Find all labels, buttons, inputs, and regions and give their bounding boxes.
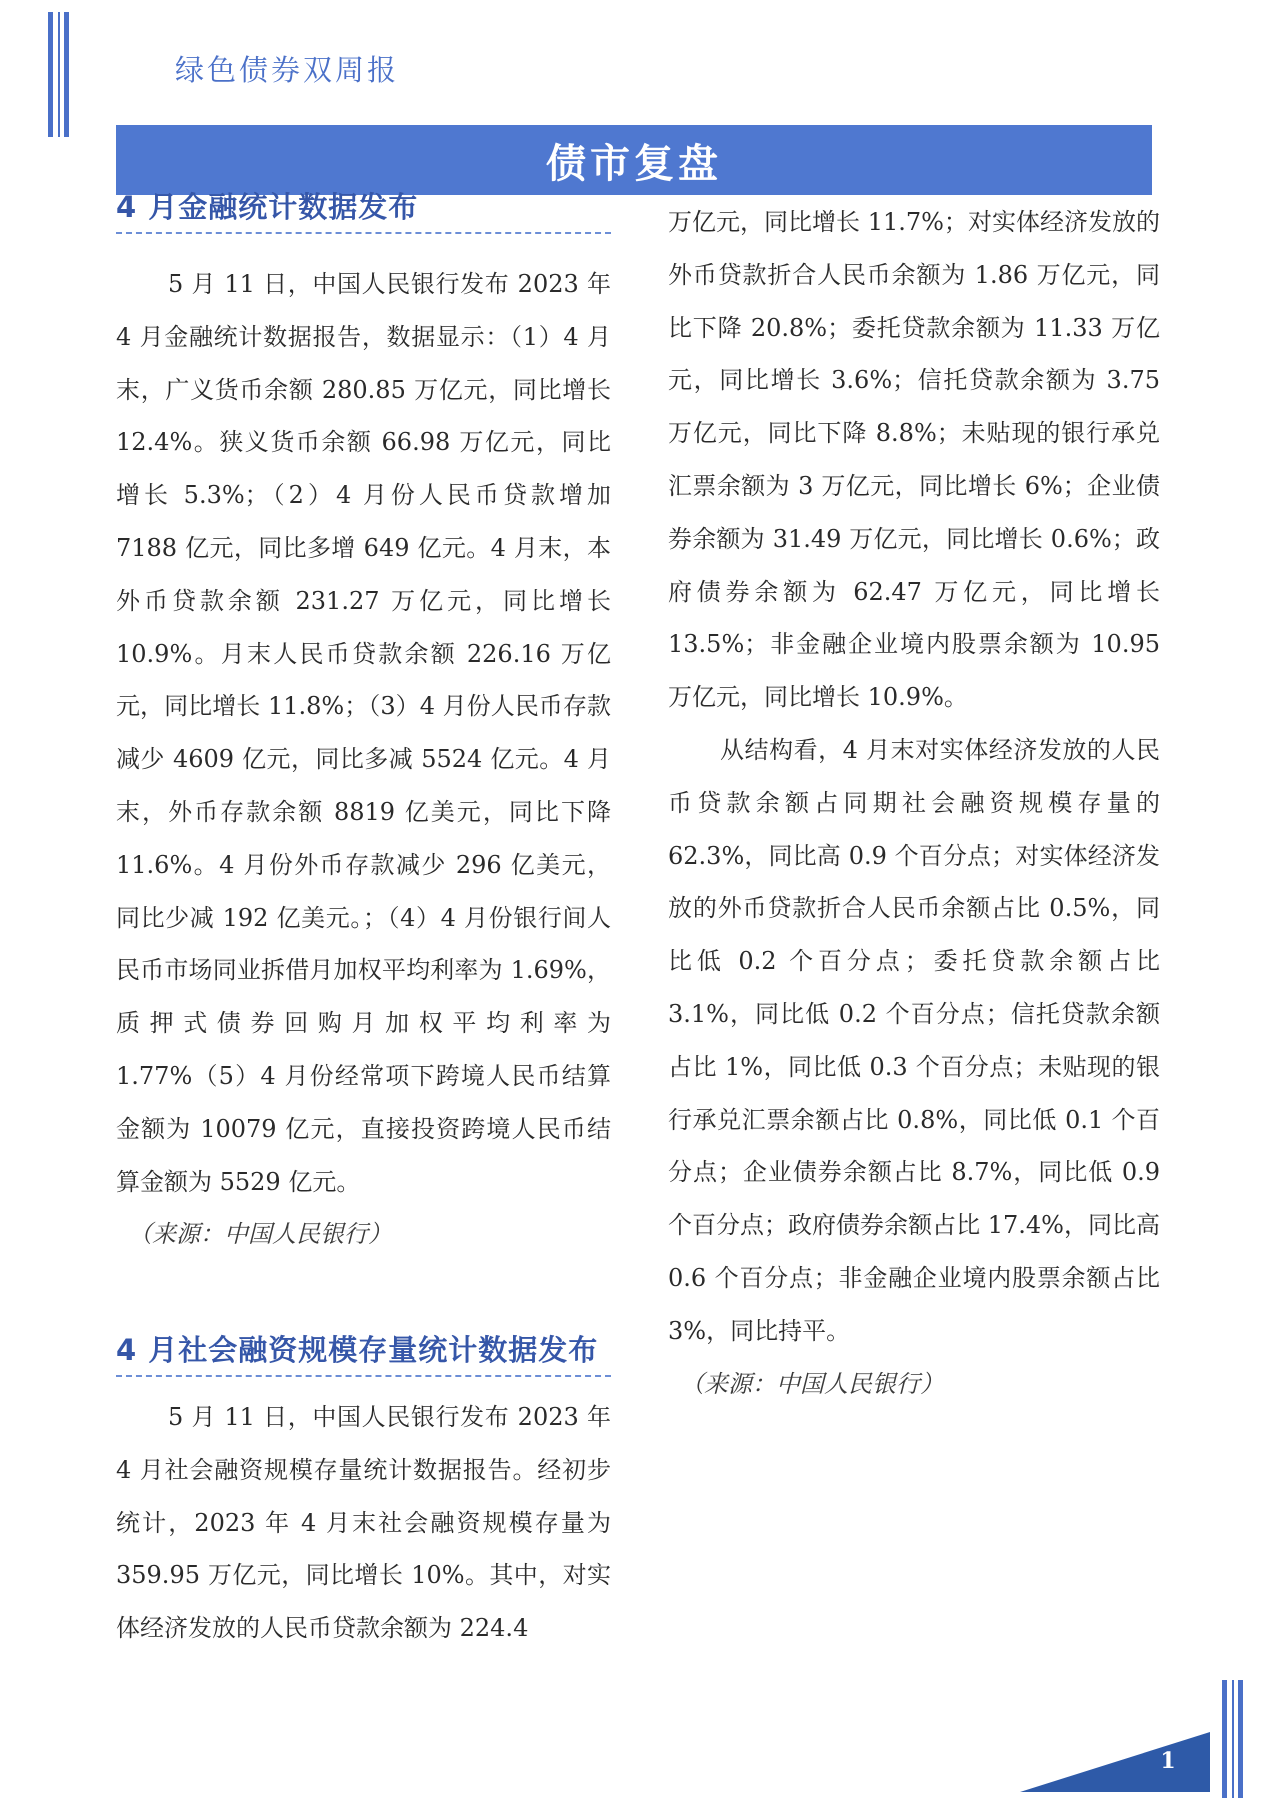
decorative-bars-bottom — [1222, 1680, 1252, 1798]
section1-paragraph: 5 月 11 日，中国人民银行发布 2023 年 4 月金融统计数据报告，数据显示：（1）4 月末，广义货币余额 280.85 万亿元，同比增长 12.4%。狭义货币余额 66.98 万亿元，同比增长 5.3%；（2）4 月份人民币贷款增加 7188 亿元，同比多增 649 亿元。4 月末，本外币贷款余额 231.27 万亿元，同比增长 10.9%。月末人民币贷款余额 226.16 万亿元，同比增长 11.8%；（3）4 月份人民币存款减少 4609 亿元，同比多减 5524 亿元。4 月末，外币存款余额 8819 亿美元，同比下降 11.6%。4 月份外币存款减少 296 亿美元，同比少减 192 亿美元。；（4）4 月份银行间人民币市场同业拆借月加权平均利率为 1.69%，质押式债券回购月加权平均利率为 1.77%（5）4 月份经常项下跨境人民币结算金额为 10079 亿元，直接投资跨境人民币结算金额为 5529 亿元。 — [116, 270, 611, 1196]
banner-title: 债市复盘 — [546, 140, 722, 187]
decorative-bars-top — [48, 12, 78, 137]
section2-body-right — [668, 196, 1160, 1410]
page-number: 1 — [1160, 1748, 1176, 1774]
section1-source: （来源：中国人民银行） — [128, 1220, 392, 1249]
section1-divider — [116, 232, 611, 234]
section2-body-left — [116, 1391, 611, 1655]
section2-paragraph-left: 5 月 11 日，中国人民银行发布 2023 年 4 月社会融资规模存量统计数据报告。经初步统计，2023 年 4 月末社会融资规模存量为 359.95 万亿元，同比增长 10%。其中，对实体经济发放的人民币贷款余额为 224.4 — [116, 1403, 611, 1643]
section2-paragraph-structure: 从结构看，4 月末对实体经济发放的人民币贷款余额占同期社会融资规模存量的 62.3%，同比高 0.9 个百分点；对实体经济发放的外币贷款折合人民币余额占比 0.5%，同比低 0.2 个百分点；委托贷款余额占比 3.1%，同比低 0.2 个百分点；信托贷款余额占比 1%，同比低 0.3 个百分点；未贴现的银行承兑汇票余额占比 0.8%，同比低 0.1 个百分点；企业债券余额占比 8.7%，同比低 0.9 个百分点；政府债券余额占比 17.4%，同比高 0.6 个百分点；非金融企业境内股票余额占比 3%，同比持平。 — [668, 735, 1160, 1345]
section2-source: （来源：中国人民银行） — [680, 1369, 944, 1398]
section2-title: 4 月社会融资规模存量统计数据发布 — [116, 1333, 599, 1367]
report-title: 绿色债券双周报 — [175, 53, 400, 87]
section2-divider — [116, 1375, 611, 1377]
section1-title: 4 月金融统计数据发布 — [116, 190, 419, 224]
section1-body-column — [116, 258, 611, 1261]
page-corner-triangle — [1020, 1732, 1210, 1792]
section2-paragraph-continued: 万亿元，同比增长 11.7%；对实体经济发放的外币贷款折合人民币余额为 1.86 万亿元，同比下降 20.8%；委托贷款余额为 11.33 万亿元，同比增长 3.6%；信托贷款余额为 3.75 万亿元，同比下降 8.8%；未贴现的银行承兑汇票余额为 3 万亿元，同比增长 6%；企业债券余额为 31.49 万亿元，同比增长 0.6%；政府债券余额为 62.47 万亿元，同比增长 13.5%；非金融企业境内股票余额为 10.95 万亿元，同比增长 10.9%。 — [668, 208, 1160, 712]
